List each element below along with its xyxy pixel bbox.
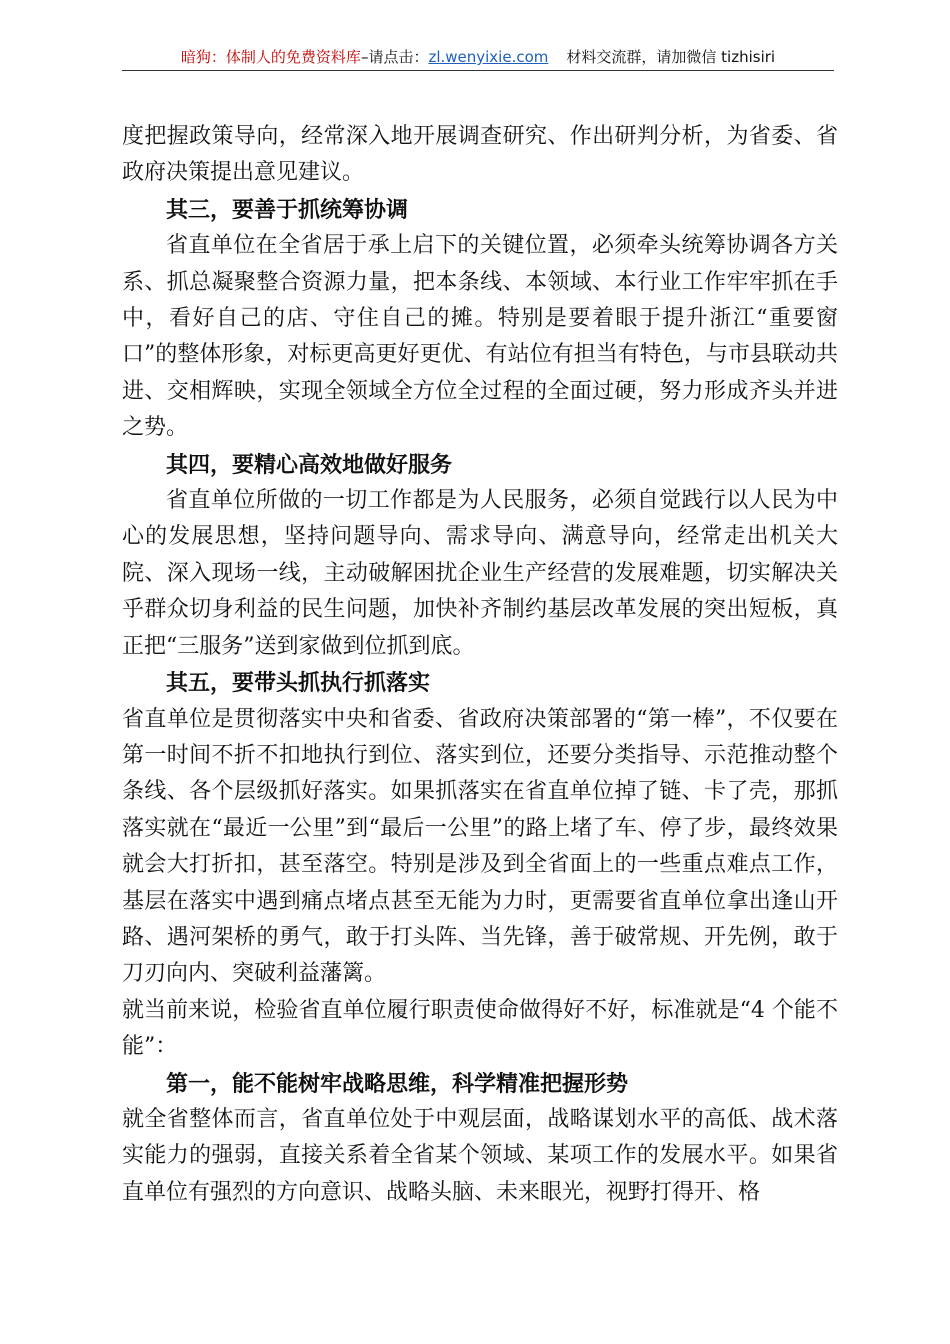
heading-third: 其三，要善于抓统筹协调	[166, 196, 409, 223]
paragraph-fourth: 省直单位所做的一切工作都是为人民服务，必须自觉践行以人民为中心的发展思想，坚持问题导向、需求导向、满意导向，经常走出机关大院、深入现场一线，主动破解困扰企业生产经营的发展难题，切实解决关乎群众切身利益的民生问题，加快补齐制约基层改革发展的突出短板，真正把“三服务”送到家做到位抓到底。	[122, 488, 838, 659]
site-name: 暗狗：体制人的免费资料库	[180, 48, 361, 66]
paragraph-first: 就全省整体而言，省直单位处于中观层面，战略谋划水平的高低、战术落实能力的强弱，直接关系着全省某个领域、某项工作的发展水平。如果省直单位有强烈的方向意识、战略头脑、未来眼光，视野打得开、格	[122, 1106, 838, 1205]
paragraph-standard: 就当前来说，检验省直单位履行职责使命做得好不好，标准就是“4 个能不能”：	[122, 997, 838, 1060]
heading-first: 第一，能不能树牢战略思维，科学精准把握形势	[166, 1070, 629, 1097]
group-notice: 材料交流群，请加微信 tizhisiri	[566, 48, 776, 66]
paragraph-continuation: 度把握政策导向，经常深入地开展调查研究、作出研判分析，为省委、省政府决策提出意见建议。	[122, 124, 838, 186]
page-header	[122, 44, 834, 71]
heading-fifth: 其五，要带头抓执行抓落实	[166, 670, 431, 697]
heading-fourth: 其四，要精心高效地做好服务	[166, 451, 453, 478]
click-prompt: –请点击：	[360, 48, 429, 66]
site-link[interactable]: zl.wenyixie.com	[428, 48, 549, 66]
paragraph-fifth: 省直单位是贯彻落实中央和省委、省政府决策部署的“第一棒”，不仅要在第一时间不折不扣地执行到位、落实到位，还要分类指导、示范推动整个条线、各个层级抓好落实。如果抓落实在省直单位掉了链、卡了壳，那抓落实就在“最近一公里”到“最后一公里”的路上堵了车、停了步，最终效果就会大打折扣，甚至落空。特别是涉及到全省面上的一些重点难点工作，基层在落实中遇到痛点堵点甚至无能为力时，更需要省直单位拿出逢山开路、遇河架桥的勇气，敢于打头阵、当先锋，善于破常规、开先例，敢于刀刃向内、突破利益藩篱。	[122, 706, 838, 987]
paragraph-third: 省直单位在全省居于承上启下的关键位置，必须牵头统筹协调各方关系、抓总凝聚整合资源力量，把本条线、本领域、本行业工作牢牢抓在手中，看好自己的店、守住自己的摊。特别是要着眼于提升浙江“重要窗口”的整体形象，对标更高更好更优、有站位有担当有特色，与市县联动共进、交相辉映，实现全领域全方位全过程的全面过硬，努力形成齐头并进之势。	[122, 233, 838, 441]
document-body	[122, 119, 838, 1211]
